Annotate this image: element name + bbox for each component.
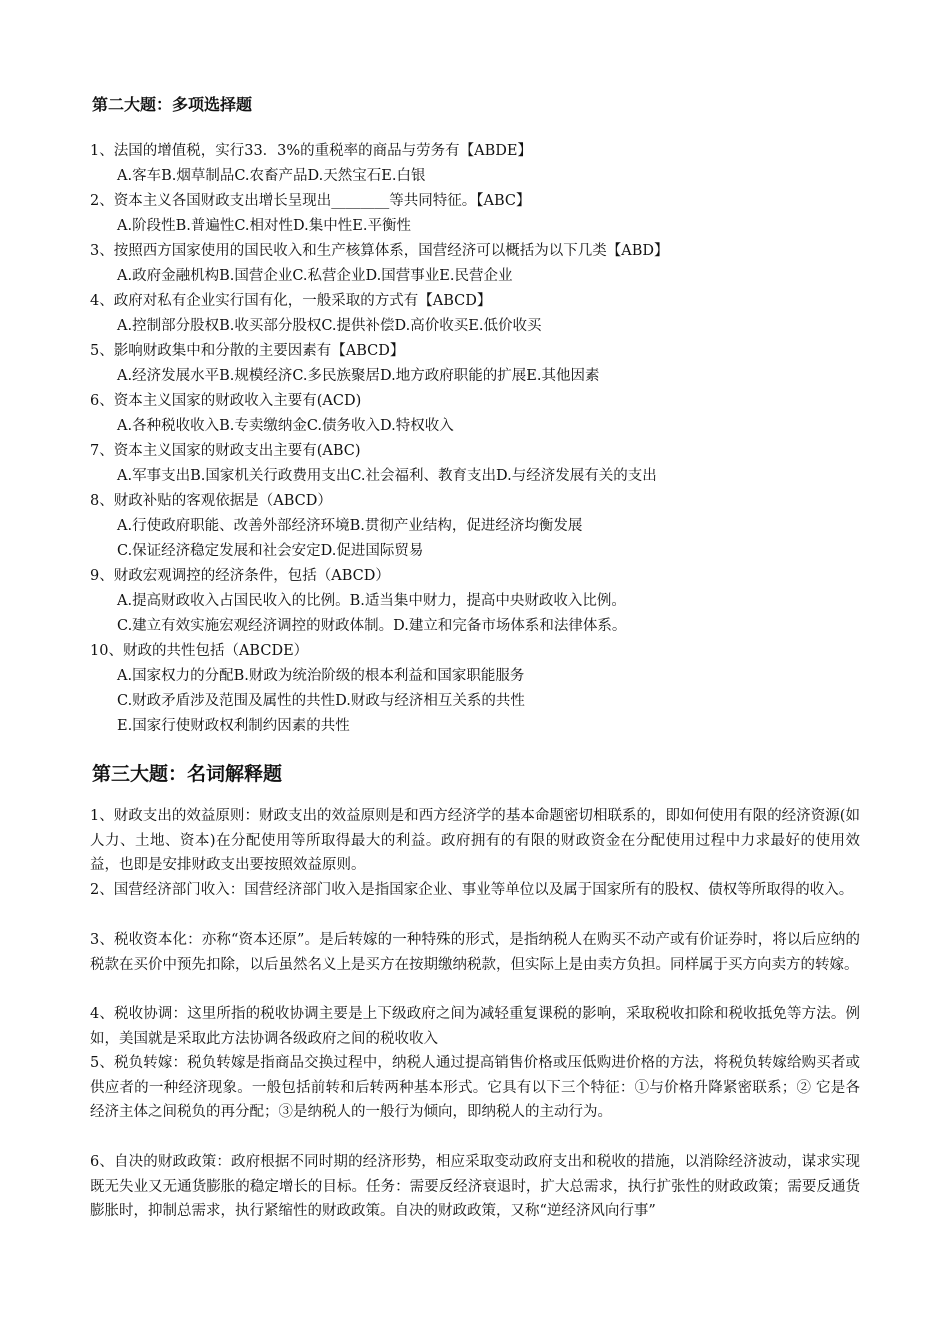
question-6: 6、资本主义国家的财政收入主要有(ACD) [90,393,362,409]
question-8: 8、财政补贴的客观依据是（ABCD） [90,493,332,509]
question-2: 2、资本主义各国财政支出增长呈现出________等共同特征。【ABC】 [90,193,531,209]
question-9-options-line2: C.建立有效实施宏观经济调控的财政体制。D.建立和完备市场体系和法律体系。 [117,618,627,634]
section2-title: 第二大题：多项选择题 [92,95,253,114]
term-definition-3: 3、税收资本化：亦称“资本还原”。是后转嫁的一种特殊的形式，是指纳税人在购买不动产或有价证券时，将以后应纳的税款在买价中预先扣除，以后虽然名义上是买方在按期缴纳税款，但实际上是由卖方负担。同样属于买方向卖方的转嫁。 [90,932,860,973]
term-definition-1: 1、财政支出的效益原则：财政支出的效益原则是和西方经济学的基本命题密切相联系的，即如何使用有限的经济资源(如人力、土地、资本)在分配使用等所取得最大的利益。政府拥有的有限的财政资金在分配使用过程中力求最好的使用效益，也即是安排财政支出要按照效益原则。 [90,808,860,874]
question-7-options: A.军事支出B.国家机关行政费用支出C.社会福利、教育支出D.与经济发展有关的支出 [117,468,657,484]
question-10: 10、财政的共性包括（ABCDE） [90,643,309,659]
question-2-options: A.阶段性B.普遍性C.相对性D.集中性E.平衡性 [117,218,411,234]
question-4-options: A.控制部分股权B.收买部分股权C.提供补偿D.高价收买E.低价收买 [117,318,542,334]
question-8-options-line1: A.行使政府职能、改善外部经济环境B.贯彻产业结构，促进经济均衡发展 [117,518,583,534]
question-10-options-line2: C.财政矛盾涉及范围及属性的共性D.财政与经济相互关系的共性 [117,693,525,709]
question-3-options: A.政府金融机构B.国营企业C.私营企业D.国营事业E.民营企业 [117,268,513,284]
question-9: 9、财政宏观调控的经济条件，包括（ABCD） [90,568,390,584]
section3-title: 第三大题：名词解释题 [92,763,283,785]
question-4: 4、政府对私有企业实行国有化，一般采取的方式有【ABCD】 [90,293,492,309]
term-definition-6: 6、自决的财政政策：政府根据不同时期的经济形势，相应采取变动政府支出和税收的措施，以消除经济波动，谋求实现既无失业又无通货膨胀的稳定增长的目标。任务：需要反经济衰退时，扩大总需求，执行扩张性的财政政策；需要反通货膨胀时，抑制总需求，执行紧缩性的财政政策。自决的财政政策，又称“逆经济风向行事” [90,1154,860,1220]
question-5-options: A.经济发展水平B.规模经济C.多民族聚居D.地方政府职能的扩展E.其他因素 [117,368,600,384]
question-1: 1、法国的增值税，实行33．3%的重税率的商品与劳务有【ABDE】 [90,143,533,159]
question-3: 3、按照西方国家使用的国民收入和生产核算体系，国营经济可以概括为以下几类【ABD】 [90,243,669,259]
question-9-options-line1: A.提高财政收入占国民收入的比例。B.适当集中财力，提高中央财政收入比例。 [117,593,626,609]
question-8-options-line2: C.保证经济稳定发展和社会安定D.促进国际贸易 [117,543,424,559]
question-7: 7、资本主义国家的财政支出主要有(ABC) [90,443,361,459]
term-definition-2: 2、国营经济部门收入：国营经济部门收入是指国家企业、事业等单位以及属于国家所有的股权、债权等所取得的收入。 [90,882,854,898]
question-10-options-line3: E.国家行使财政权利制约因素的共性 [117,718,350,734]
question-1-options: A.客车B.烟草制品C.农畜产品D.天然宝石E.白银 [117,168,426,184]
question-5: 5、影响财政集中和分散的主要因素有【ABCD】 [90,343,405,359]
question-10-options-line1: A.国家权力的分配B.财政为统治阶级的根本利益和国家职能服务 [117,668,525,684]
term-definition-5: 5、税负转嫁：税负转嫁是指商品交换过程中，纳税人通过提高销售价格或压低购进价格的方法，将税负转嫁给购买者或供应者的一种经济现象。一般包括前转和后转两种基本形式。它具有以下三个特征：①与价格升降紧密联系；② 它是各经济主体之间税负的再分配；③是纳税人的一般行为倾向，即纳税人的主动行为。 [90,1055,860,1121]
question-6-options: A.各种税收收入B.专卖缴纳金C.债务收入D.特权收入 [117,418,454,434]
term-definition-4: 4、税收协调：这里所指的税收协调主要是上下级政府之间为减轻重复课税的影响，采取税收扣除和税收抵免等方法。例如，美国就是采取此方法协调各级政府之间的税收收入 [90,1006,860,1047]
